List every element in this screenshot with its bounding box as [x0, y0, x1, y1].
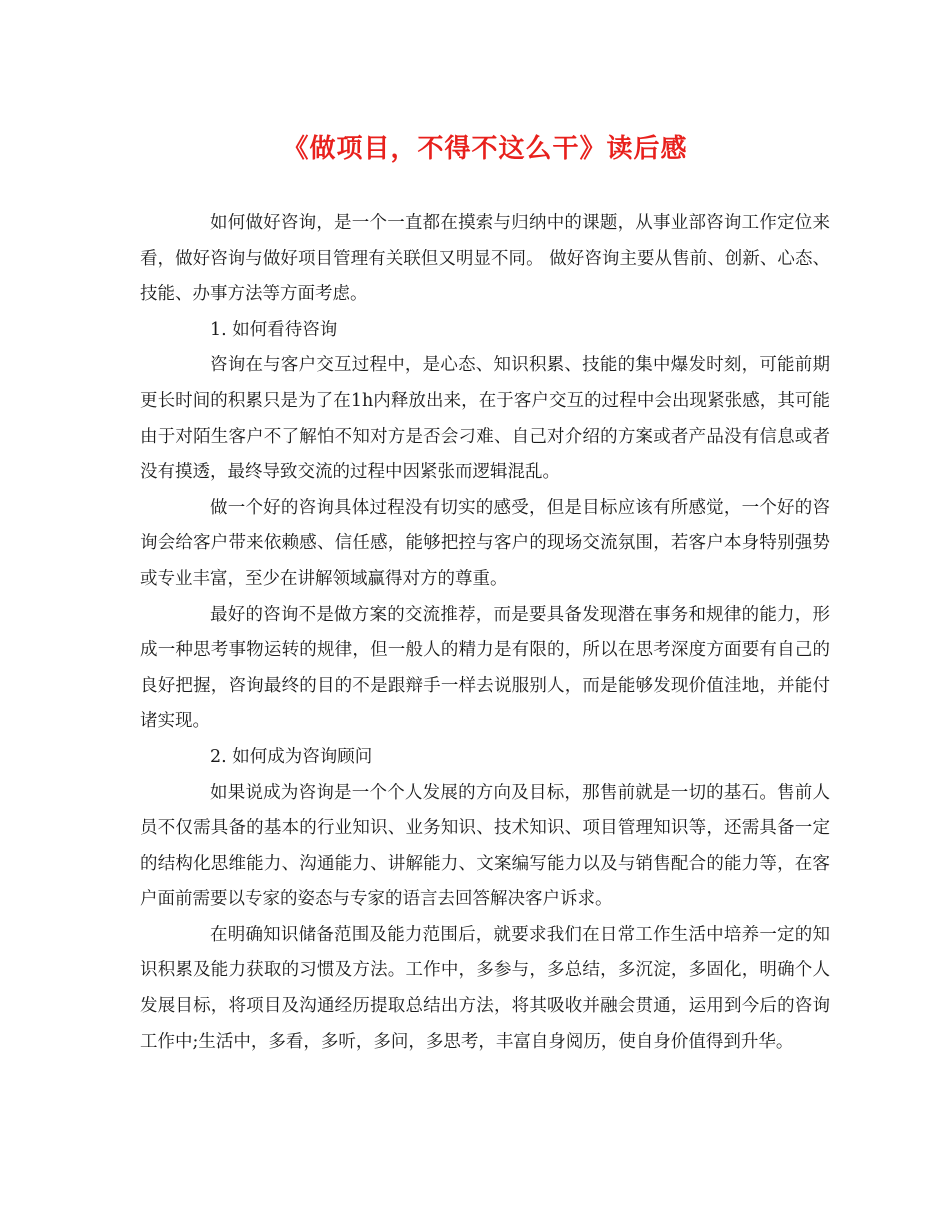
paragraph: 最好的咨询不是做方案的交流推荐，而是要具备发现潜在事务和规律的能力，形成一种思考事物运转的规律，但一般人的精力是有限的，所以在思考深度方面要有自己的良好把握，咨询最终的目的不是跟辩手一样去说服别人，而是能够发现价值洼地，并能付诸实现。 [140, 604, 830, 732]
paragraph-intro: 如何做好咨询，是一个一直都在摸索与归纳中的课题，从事业部咨询工作定位来看，做好咨询与做好项目管理有关联但又明显不同。 做好咨询主要从售前、创新、心态、技能、办事方法等方面考虑。 [140, 213, 830, 305]
paragraph: 做一个好的咨询具体过程没有切实的感受，但是目标应该有所感觉，一个好的咨询会给客户带来依赖感、信任感，能够把控与客户的现场交流氛围，若客户本身特别强势或专业丰富，至少在讲解领域赢得对方的尊重。 [140, 497, 830, 589]
paragraph: 如果说成为咨询是一个个人发展的方向及目标，那售前就是一切的基石。售前人员不仅需具备的基本的行业知识、业务知识、技术知识、项目管理知识等，还需具备一定的结构化思维能力、沟通能力、讲解能力、文案编写能力以及与销售配合的能力等，在客户面前需要以专家的姿态与专家的语言去回答解决客户诉求。 [140, 782, 830, 910]
document-body [140, 206, 830, 1060]
section-heading-2: 2. 如何成为咨询顾问 [210, 746, 373, 767]
paragraph: 咨询在与客户交互过程中，是心态、知识积累、技能的集中爆发时刻，可能前期更长时间的积累只是为了在1h内释放出来，在于客户交互的过程中会出现紧张感，其可能由于对陌生客户不了解怕不知对方是否会刁难、自己对介绍的方案或者产品没有信息或者没有摸透，最终导致交流的过程中因紧张而逻辑混乱。 [140, 355, 830, 483]
paragraph: 在明确知识储备范围及能力范围后，就要求我们在日常工作生活中培养一定的知识积累及能力获取的习惯及方法。工作中，多参与，多总结，多沉淀，多固化，明确个人发展目标，将项目及沟通经历提取总结出方法，将其吸收并融会贯通，运用到今后的咨询工作中;生活中，多看，多听，多问，多思考，丰富自身阅历，使自身价值得到升华。 [140, 924, 830, 1052]
section-heading-1: 1. 如何看待咨询 [210, 319, 338, 340]
document-title: 《做项目，不得不这么干》读后感 [282, 134, 688, 164]
